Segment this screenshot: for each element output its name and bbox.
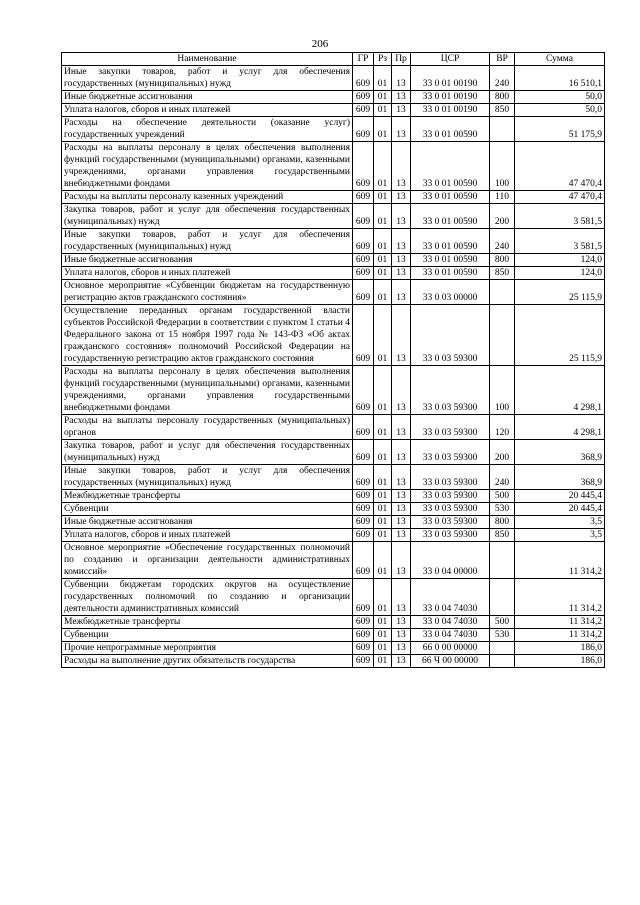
row-sum: 25 115,9 bbox=[515, 305, 605, 366]
row-rz: 01 bbox=[374, 440, 392, 465]
table-row bbox=[62, 529, 605, 542]
row-vr bbox=[490, 542, 515, 579]
row-gr: 609 bbox=[353, 616, 374, 629]
row-sum: 11 314,2 bbox=[515, 616, 605, 629]
row-rz: 01 bbox=[374, 629, 392, 642]
row-pr: 13 bbox=[392, 204, 411, 229]
row-name: Расходы на выплаты персоналу казенных учреждений bbox=[62, 191, 353, 204]
row-csr: 33 0 03 59300 bbox=[411, 440, 490, 465]
row-gr: 609 bbox=[353, 280, 374, 305]
row-pr: 13 bbox=[392, 415, 411, 440]
row-gr: 609 bbox=[353, 516, 374, 529]
row-gr: 609 bbox=[353, 366, 374, 415]
row-rz: 01 bbox=[374, 267, 392, 280]
row-sum: 50,0 bbox=[515, 91, 605, 104]
row-name: Иные закупки товаров, работ и услуг для обеспечения государственных (муниципальных) нужд bbox=[62, 229, 353, 254]
row-name: Расходы на выплаты персоналу в целях обеспечения выполнения функций государственными (муниципальными) органами, казенными учреждениями, органами управления государственными внебюджетными фондами bbox=[62, 142, 353, 191]
row-sum: 3 581,5 bbox=[515, 204, 605, 229]
row-name: Иные бюджетные ассигнования bbox=[62, 254, 353, 267]
table-row bbox=[62, 490, 605, 503]
table-row bbox=[62, 142, 605, 191]
row-rz: 01 bbox=[374, 191, 392, 204]
row-pr: 13 bbox=[392, 66, 411, 91]
row-csr: 66 0 00 00000 bbox=[411, 642, 490, 655]
row-vr: 850 bbox=[490, 529, 515, 542]
row-sum: 16 510,1 bbox=[515, 66, 605, 91]
row-csr: 33 0 03 00000 bbox=[411, 280, 490, 305]
row-vr bbox=[490, 655, 515, 668]
row-csr: 33 0 03 59300 bbox=[411, 529, 490, 542]
row-sum: 20 445,4 bbox=[515, 490, 605, 503]
row-pr: 13 bbox=[392, 305, 411, 366]
row-gr: 609 bbox=[353, 655, 374, 668]
row-csr: 33 0 01 00590 bbox=[411, 117, 490, 142]
table-row bbox=[62, 642, 605, 655]
row-name: Закупка товаров, работ и услуг для обеспечения государственных (муниципальных) нужд bbox=[62, 204, 353, 229]
row-csr: 33 0 03 59300 bbox=[411, 366, 490, 415]
row-gr: 609 bbox=[353, 579, 374, 616]
row-pr: 13 bbox=[392, 642, 411, 655]
table-row bbox=[62, 191, 605, 204]
row-rz: 01 bbox=[374, 579, 392, 616]
row-pr: 13 bbox=[392, 142, 411, 191]
row-csr: 33 0 03 59300 bbox=[411, 490, 490, 503]
row-name: Иные закупки товаров, работ и услуг для обеспечения государственных (муниципальных) нужд bbox=[62, 66, 353, 91]
table-row bbox=[62, 366, 605, 415]
header-vr: ВР bbox=[490, 53, 515, 66]
header-pr: Пр bbox=[392, 53, 411, 66]
row-pr: 13 bbox=[392, 117, 411, 142]
row-name: Уплата налогов, сборов и иных платежей bbox=[62, 104, 353, 117]
row-gr: 609 bbox=[353, 91, 374, 104]
row-sum: 3 581,5 bbox=[515, 229, 605, 254]
row-sum: 11 314,2 bbox=[515, 579, 605, 616]
row-name: Расходы на выплаты персоналу в целях обеспечения выполнения функций государственными (муниципальными) органами, казенными учреждениями, органами управления государственными внебюджетными фондами bbox=[62, 366, 353, 415]
row-pr: 13 bbox=[392, 91, 411, 104]
row-name: Прочие непрограммные мероприятия bbox=[62, 642, 353, 655]
row-name: Иные бюджетные ассигнования bbox=[62, 516, 353, 529]
row-rz: 01 bbox=[374, 529, 392, 542]
row-pr: 13 bbox=[392, 542, 411, 579]
table-row bbox=[62, 204, 605, 229]
row-pr: 13 bbox=[392, 104, 411, 117]
row-sum: 4 298,1 bbox=[515, 415, 605, 440]
row-name: Основное мероприятие «Субвенции бюджетам на государственную регистрацию актов гражданского состояния» bbox=[62, 280, 353, 305]
row-gr: 609 bbox=[353, 142, 374, 191]
row-sum: 47 470,4 bbox=[515, 191, 605, 204]
row-pr: 13 bbox=[392, 616, 411, 629]
row-gr: 609 bbox=[353, 254, 374, 267]
row-gr: 609 bbox=[353, 66, 374, 91]
row-name: Субвенции bbox=[62, 629, 353, 642]
row-gr: 609 bbox=[353, 204, 374, 229]
row-vr: 240 bbox=[490, 66, 515, 91]
row-name: Уплата налогов, сборов и иных платежей bbox=[62, 267, 353, 280]
row-pr: 13 bbox=[392, 366, 411, 415]
row-pr: 13 bbox=[392, 579, 411, 616]
row-gr: 609 bbox=[353, 229, 374, 254]
row-rz: 01 bbox=[374, 415, 392, 440]
row-csr: 33 0 01 00590 bbox=[411, 229, 490, 254]
row-sum: 124,0 bbox=[515, 267, 605, 280]
row-csr: 33 0 01 00190 bbox=[411, 104, 490, 117]
row-name: Уплата налогов, сборов и иных платежей bbox=[62, 529, 353, 542]
row-gr: 609 bbox=[353, 267, 374, 280]
table-row bbox=[62, 655, 605, 668]
table-row bbox=[62, 440, 605, 465]
row-rz: 01 bbox=[374, 104, 392, 117]
row-name: Иные бюджетные ассигнования bbox=[62, 91, 353, 104]
row-name: Субвенции bbox=[62, 503, 353, 516]
row-name: Осуществление переданных органам государственной власти субъектов Российской Федерации в соответствии с пунктом 1 статьи 4 Федерального закона от 15 ноября 1997 года № 143-ФЗ «Об актах гражданского состояния» полномочий Российской Федерации на государственную регистрацию актов гражданского состояния bbox=[62, 305, 353, 366]
row-vr: 240 bbox=[490, 465, 515, 490]
row-rz: 01 bbox=[374, 305, 392, 366]
row-csr: 33 0 04 74030 bbox=[411, 616, 490, 629]
row-sum: 3,5 bbox=[515, 516, 605, 529]
row-vr: 850 bbox=[490, 267, 515, 280]
row-sum: 368,9 bbox=[515, 465, 605, 490]
row-sum: 47 470,4 bbox=[515, 142, 605, 191]
table-row bbox=[62, 503, 605, 516]
row-pr: 13 bbox=[392, 280, 411, 305]
row-sum: 50,0 bbox=[515, 104, 605, 117]
row-vr: 240 bbox=[490, 229, 515, 254]
budget-table bbox=[61, 52, 605, 668]
row-pr: 13 bbox=[392, 629, 411, 642]
row-rz: 01 bbox=[374, 280, 392, 305]
row-gr: 609 bbox=[353, 629, 374, 642]
row-name: Основное мероприятие «Обеспечение государственных полномочий по созданию и организации деятельности административных комиссий» bbox=[62, 542, 353, 579]
row-rz: 01 bbox=[374, 91, 392, 104]
row-vr: 500 bbox=[490, 616, 515, 629]
row-pr: 13 bbox=[392, 655, 411, 668]
row-gr: 609 bbox=[353, 191, 374, 204]
row-sum: 368,9 bbox=[515, 440, 605, 465]
row-pr: 13 bbox=[392, 516, 411, 529]
row-csr: 33 0 03 59300 bbox=[411, 503, 490, 516]
row-name: Закупка товаров, работ и услуг для обеспечения государственных (муниципальных) нужд bbox=[62, 440, 353, 465]
row-vr: 800 bbox=[490, 516, 515, 529]
row-name: Расходы на обеспечение деятельности (оказание услуг) государственных учреждений bbox=[62, 117, 353, 142]
row-vr bbox=[490, 280, 515, 305]
row-rz: 01 bbox=[374, 642, 392, 655]
row-gr: 609 bbox=[353, 642, 374, 655]
row-vr: 530 bbox=[490, 629, 515, 642]
row-csr: 33 0 03 59300 bbox=[411, 516, 490, 529]
row-csr: 33 0 01 00590 bbox=[411, 191, 490, 204]
row-rz: 01 bbox=[374, 142, 392, 191]
header-csr: ЦСР bbox=[411, 53, 490, 66]
table-row bbox=[62, 516, 605, 529]
row-vr: 500 bbox=[490, 490, 515, 503]
row-vr: 530 bbox=[490, 503, 515, 516]
row-pr: 13 bbox=[392, 503, 411, 516]
row-csr: 33 0 04 74030 bbox=[411, 579, 490, 616]
row-name: Межбюджетные трансферты bbox=[62, 490, 353, 503]
row-rz: 01 bbox=[374, 616, 392, 629]
row-name: Субвенции бюджетам городских округов на осуществление государственных полномочий по созданию и организации деятельности административных комиссий bbox=[62, 579, 353, 616]
row-rz: 01 bbox=[374, 516, 392, 529]
row-pr: 13 bbox=[392, 229, 411, 254]
row-rz: 01 bbox=[374, 229, 392, 254]
row-sum: 186,0 bbox=[515, 642, 605, 655]
row-csr: 33 0 01 00590 bbox=[411, 204, 490, 229]
table-row bbox=[62, 305, 605, 366]
row-vr bbox=[490, 579, 515, 616]
row-rz: 01 bbox=[374, 503, 392, 516]
row-rz: 01 bbox=[374, 204, 392, 229]
row-sum: 51 175,9 bbox=[515, 117, 605, 142]
row-vr: 200 bbox=[490, 204, 515, 229]
row-csr: 33 0 04 00000 bbox=[411, 542, 490, 579]
table-row bbox=[62, 579, 605, 616]
row-vr: 850 bbox=[490, 104, 515, 117]
row-pr: 13 bbox=[392, 254, 411, 267]
row-csr: 33 0 01 00190 bbox=[411, 66, 490, 91]
table-row bbox=[62, 104, 605, 117]
header-row bbox=[62, 53, 605, 66]
row-rz: 01 bbox=[374, 490, 392, 503]
table-body bbox=[62, 66, 605, 668]
row-csr: 33 0 03 59300 bbox=[411, 305, 490, 366]
row-csr: 33 0 01 00590 bbox=[411, 254, 490, 267]
row-gr: 609 bbox=[353, 104, 374, 117]
row-pr: 13 bbox=[392, 465, 411, 490]
row-csr: 33 0 03 59300 bbox=[411, 465, 490, 490]
row-csr: 66 Ч 00 00000 bbox=[411, 655, 490, 668]
table-row bbox=[62, 254, 605, 267]
row-vr: 200 bbox=[490, 440, 515, 465]
row-name: Иные закупки товаров, работ и услуг для обеспечения государственных (муниципальных) нужд bbox=[62, 465, 353, 490]
row-gr: 609 bbox=[353, 305, 374, 366]
row-vr bbox=[490, 305, 515, 366]
row-vr: 800 bbox=[490, 254, 515, 267]
row-gr: 609 bbox=[353, 465, 374, 490]
row-csr: 33 0 01 00590 bbox=[411, 267, 490, 280]
row-vr: 110 bbox=[490, 191, 515, 204]
row-sum: 3,5 bbox=[515, 529, 605, 542]
table-row bbox=[62, 117, 605, 142]
table-row bbox=[62, 542, 605, 579]
row-rz: 01 bbox=[374, 66, 392, 91]
row-gr: 609 bbox=[353, 440, 374, 465]
row-gr: 609 bbox=[353, 503, 374, 516]
row-gr: 609 bbox=[353, 117, 374, 142]
row-vr bbox=[490, 642, 515, 655]
row-sum: 186,0 bbox=[515, 655, 605, 668]
row-csr: 33 0 03 59300 bbox=[411, 415, 490, 440]
table-row bbox=[62, 465, 605, 490]
row-sum: 4 298,1 bbox=[515, 366, 605, 415]
row-rz: 01 bbox=[374, 465, 392, 490]
table-row bbox=[62, 616, 605, 629]
row-sum: 11 314,2 bbox=[515, 629, 605, 642]
header-sum: Сумма bbox=[515, 53, 605, 66]
row-name: Расходы на выполнение других обязательств государства bbox=[62, 655, 353, 668]
row-vr: 800 bbox=[490, 91, 515, 104]
table-row bbox=[62, 267, 605, 280]
row-rz: 01 bbox=[374, 366, 392, 415]
table-row bbox=[62, 415, 605, 440]
row-vr: 100 bbox=[490, 142, 515, 191]
row-name: Межбюджетные трансферты bbox=[62, 616, 353, 629]
row-csr: 33 0 04 74030 bbox=[411, 629, 490, 642]
row-gr: 609 bbox=[353, 415, 374, 440]
table-row bbox=[62, 66, 605, 91]
row-gr: 609 bbox=[353, 542, 374, 579]
header-gr: ГР bbox=[353, 53, 374, 66]
row-pr: 13 bbox=[392, 490, 411, 503]
row-vr: 120 bbox=[490, 415, 515, 440]
header-name: Наименование bbox=[62, 53, 353, 66]
row-sum: 124,0 bbox=[515, 254, 605, 267]
row-pr: 13 bbox=[392, 529, 411, 542]
row-pr: 13 bbox=[392, 440, 411, 465]
table-row bbox=[62, 91, 605, 104]
table-row bbox=[62, 280, 605, 305]
header-rz: Рз bbox=[374, 53, 392, 66]
row-csr: 33 0 01 00190 bbox=[411, 91, 490, 104]
row-pr: 13 bbox=[392, 191, 411, 204]
row-name: Расходы на выплаты персоналу государственных (муниципальных) органов bbox=[62, 415, 353, 440]
table-row bbox=[62, 629, 605, 642]
row-vr bbox=[490, 117, 515, 142]
row-rz: 01 bbox=[374, 655, 392, 668]
row-vr: 100 bbox=[490, 366, 515, 415]
row-rz: 01 bbox=[374, 254, 392, 267]
row-sum: 20 445,4 bbox=[515, 503, 605, 516]
row-gr: 609 bbox=[353, 490, 374, 503]
row-rz: 01 bbox=[374, 117, 392, 142]
row-csr: 33 0 01 00590 bbox=[411, 142, 490, 191]
page-number: 206 bbox=[311, 38, 329, 50]
row-pr: 13 bbox=[392, 267, 411, 280]
row-sum: 11 314,2 bbox=[515, 542, 605, 579]
table-row bbox=[62, 229, 605, 254]
row-sum: 25 115,9 bbox=[515, 280, 605, 305]
row-gr: 609 bbox=[353, 529, 374, 542]
row-rz: 01 bbox=[374, 542, 392, 579]
